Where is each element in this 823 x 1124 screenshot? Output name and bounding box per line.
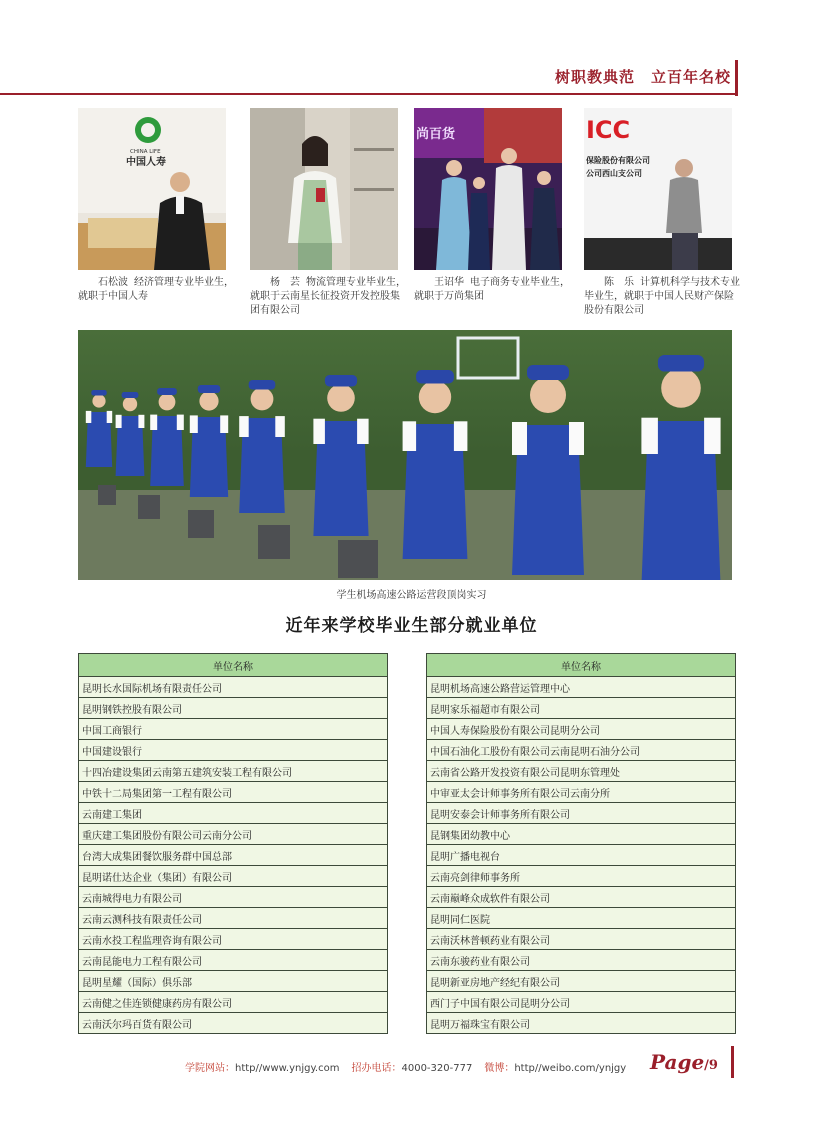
photo-4-sub-1: 保险股份有限公司 [586, 156, 650, 165]
table-row [427, 824, 736, 845]
table-row [427, 908, 736, 929]
internship-photo [78, 330, 732, 580]
graduate-photo-1 [78, 108, 226, 270]
footer-weibo-label: 微博： [484, 1063, 515, 1074]
table-row [79, 908, 388, 929]
table-cell: 昆明广播电视台 [427, 845, 736, 866]
table-row [79, 971, 388, 992]
table-cell: 昆明新亚房地产经纪有限公司 [427, 971, 736, 992]
table-row [79, 950, 388, 971]
table-row [79, 929, 388, 950]
table-cell: 云南建工集团 [79, 803, 388, 824]
table-cell: 云南沃林普顿药业有限公司 [427, 929, 736, 950]
footer-accent [731, 1046, 734, 1078]
table-cell: 中国建设银行 [79, 740, 388, 761]
footer-website-label: 学院网站： [185, 1063, 235, 1074]
table-cell: 十四冶建设集团云南第五建筑安装工程有限公司 [79, 761, 388, 782]
internship-caption: 学生机场高速公路运营段顶岗实习 [336, 590, 487, 601]
table-row [427, 866, 736, 887]
table-cell: 中国工商银行 [79, 719, 388, 740]
table-cell: 昆明家乐福超市有限公司 [427, 698, 736, 719]
photo-1-logo-cn: 中国人寿 [126, 157, 166, 168]
table-cell: 昆明安泰会计师事务所有限公司 [427, 803, 736, 824]
graduate-photo-2 [250, 108, 398, 270]
photo-4-sign: ICC [586, 116, 631, 144]
table-row [79, 1013, 388, 1034]
photo-3-sign: 尚百货 [416, 127, 456, 142]
table-cell: 昆钢集团幼教中心 [427, 824, 736, 845]
table-cell: 昆明同仁医院 [427, 908, 736, 929]
table-row [79, 740, 388, 761]
table-row [427, 887, 736, 908]
graduate-desc-1: 经济管理专业毕业生，就职于中国人寿 [78, 277, 234, 302]
table-row [427, 761, 736, 782]
page-word: Page [650, 1050, 705, 1074]
table-row [79, 761, 388, 782]
table-row [79, 698, 388, 719]
table-cell: 西门子中国有限公司昆明分公司 [427, 992, 736, 1013]
footer-website-link[interactable]: http//www.ynjgy.com [235, 1063, 340, 1074]
table-row [427, 1013, 736, 1034]
table-cell: 昆明诺仕达企业（集团）有限公司 [79, 866, 388, 887]
graduate-name-4: 陈 乐 [604, 277, 634, 288]
table-row [79, 845, 388, 866]
table-row [79, 824, 388, 845]
table-cell: 昆明星耀（国际）俱乐部 [79, 971, 388, 992]
graduate-caption-2 [250, 276, 406, 318]
table-cell: 昆明万福珠宝有限公司 [427, 1013, 736, 1034]
table-cell: 云南城得电力有限公司 [79, 887, 388, 908]
photo-1-logo-en: CHINA LIFE [130, 149, 161, 155]
graduate-desc-4: 计算机科学与技术专业毕业生，就职于中国人民财产保险股份有限公司 [584, 277, 740, 316]
graduate-caption-4 [584, 276, 740, 318]
graduate-desc-3: 电子商务专业毕业生，就职于万尚集团 [414, 277, 570, 302]
table-row [79, 887, 388, 908]
photo-4-sub-2: 公司西山支公司 [586, 169, 642, 178]
table-row [79, 782, 388, 803]
table-row [427, 782, 736, 803]
graduate-photo-4 [584, 108, 732, 270]
table-header: 单位名称 [427, 654, 736, 677]
employer-table-left [78, 653, 388, 1034]
table-cell: 昆明长水国际机场有限责任公司 [79, 677, 388, 698]
graduate-desc-2: 物流管理专业毕业生，就职于云南星长征投资开发控股集团有限公司 [250, 277, 406, 316]
table-cell: 重庆建工集团股份有限公司云南分公司 [79, 824, 388, 845]
table-row [79, 719, 388, 740]
table-row [79, 866, 388, 887]
table-cell: 昆明机场高速公路营运管理中心 [427, 677, 736, 698]
table-cell: 云南省公路开发投资有限公司昆明东管理处 [427, 761, 736, 782]
table-row [427, 929, 736, 950]
table-row [427, 803, 736, 824]
table-cell: 云南水投工程监理咨询有限公司 [79, 929, 388, 950]
table-cell: 中国人寿保险股份有限公司昆明分公司 [427, 719, 736, 740]
graduate-caption-1 [78, 276, 234, 304]
table-cell: 云南云测科技有限责任公司 [79, 908, 388, 929]
graduate-caption-3 [414, 276, 570, 304]
page-num: /9 [704, 1058, 718, 1073]
header-accent [735, 60, 738, 96]
header-rule [0, 93, 737, 95]
slogan-2: 立百年名校 [650, 68, 731, 86]
employer-table-right [426, 653, 736, 1034]
table-row [427, 719, 736, 740]
table-cell: 中国石油化工股份有限公司云南昆明石油分公司 [427, 740, 736, 761]
table-row [427, 845, 736, 866]
table-row [427, 971, 736, 992]
slogan-1: 树职教典范 [554, 68, 635, 86]
table-row [427, 992, 736, 1013]
section-title: 近年来学校毕业生部分就业单位 [285, 616, 538, 636]
table-row [427, 740, 736, 761]
table-cell: 云南巅峰众成软件有限公司 [427, 887, 736, 908]
table-cell: 昆明钢铁控股有限公司 [79, 698, 388, 719]
table-cell: 云南东骏药业有限公司 [427, 950, 736, 971]
table-cell: 中审亚太会计师事务所有限公司云南分所 [427, 782, 736, 803]
page-number [650, 1050, 718, 1074]
table-cell: 中铁十二局集团第一工程有限公司 [79, 782, 388, 803]
table-row [427, 950, 736, 971]
graduate-name-2: 杨 芸 [270, 277, 300, 288]
table-row [79, 803, 388, 824]
graduate-photo-3 [414, 108, 562, 270]
table-row [427, 698, 736, 719]
table-row [427, 677, 736, 698]
table-header: 单位名称 [79, 654, 388, 677]
footer-weibo-link[interactable]: http//weibo.com/ynjgy [514, 1063, 627, 1074]
table-cell: 云南健之佳连锁健康药房有限公司 [79, 992, 388, 1013]
table-cell: 台湾大成集团餐饮服务群中国总部 [79, 845, 388, 866]
footer-phone-label: 招办电话： [351, 1063, 402, 1074]
graduate-name-1: 石松波 [98, 277, 128, 288]
table-cell: 云南亮剑律师事务所 [427, 866, 736, 887]
footer-phone: 4000-320-777 [401, 1063, 473, 1074]
header-slogan [539, 66, 731, 87]
footer-contact [185, 1059, 626, 1074]
table-cell: 云南昆能电力工程有限公司 [79, 950, 388, 971]
table-cell: 云南沃尔玛百货有限公司 [79, 1013, 388, 1034]
table-row [79, 992, 388, 1013]
table-row [79, 677, 388, 698]
graduate-name-3: 王诏华 [434, 277, 464, 288]
